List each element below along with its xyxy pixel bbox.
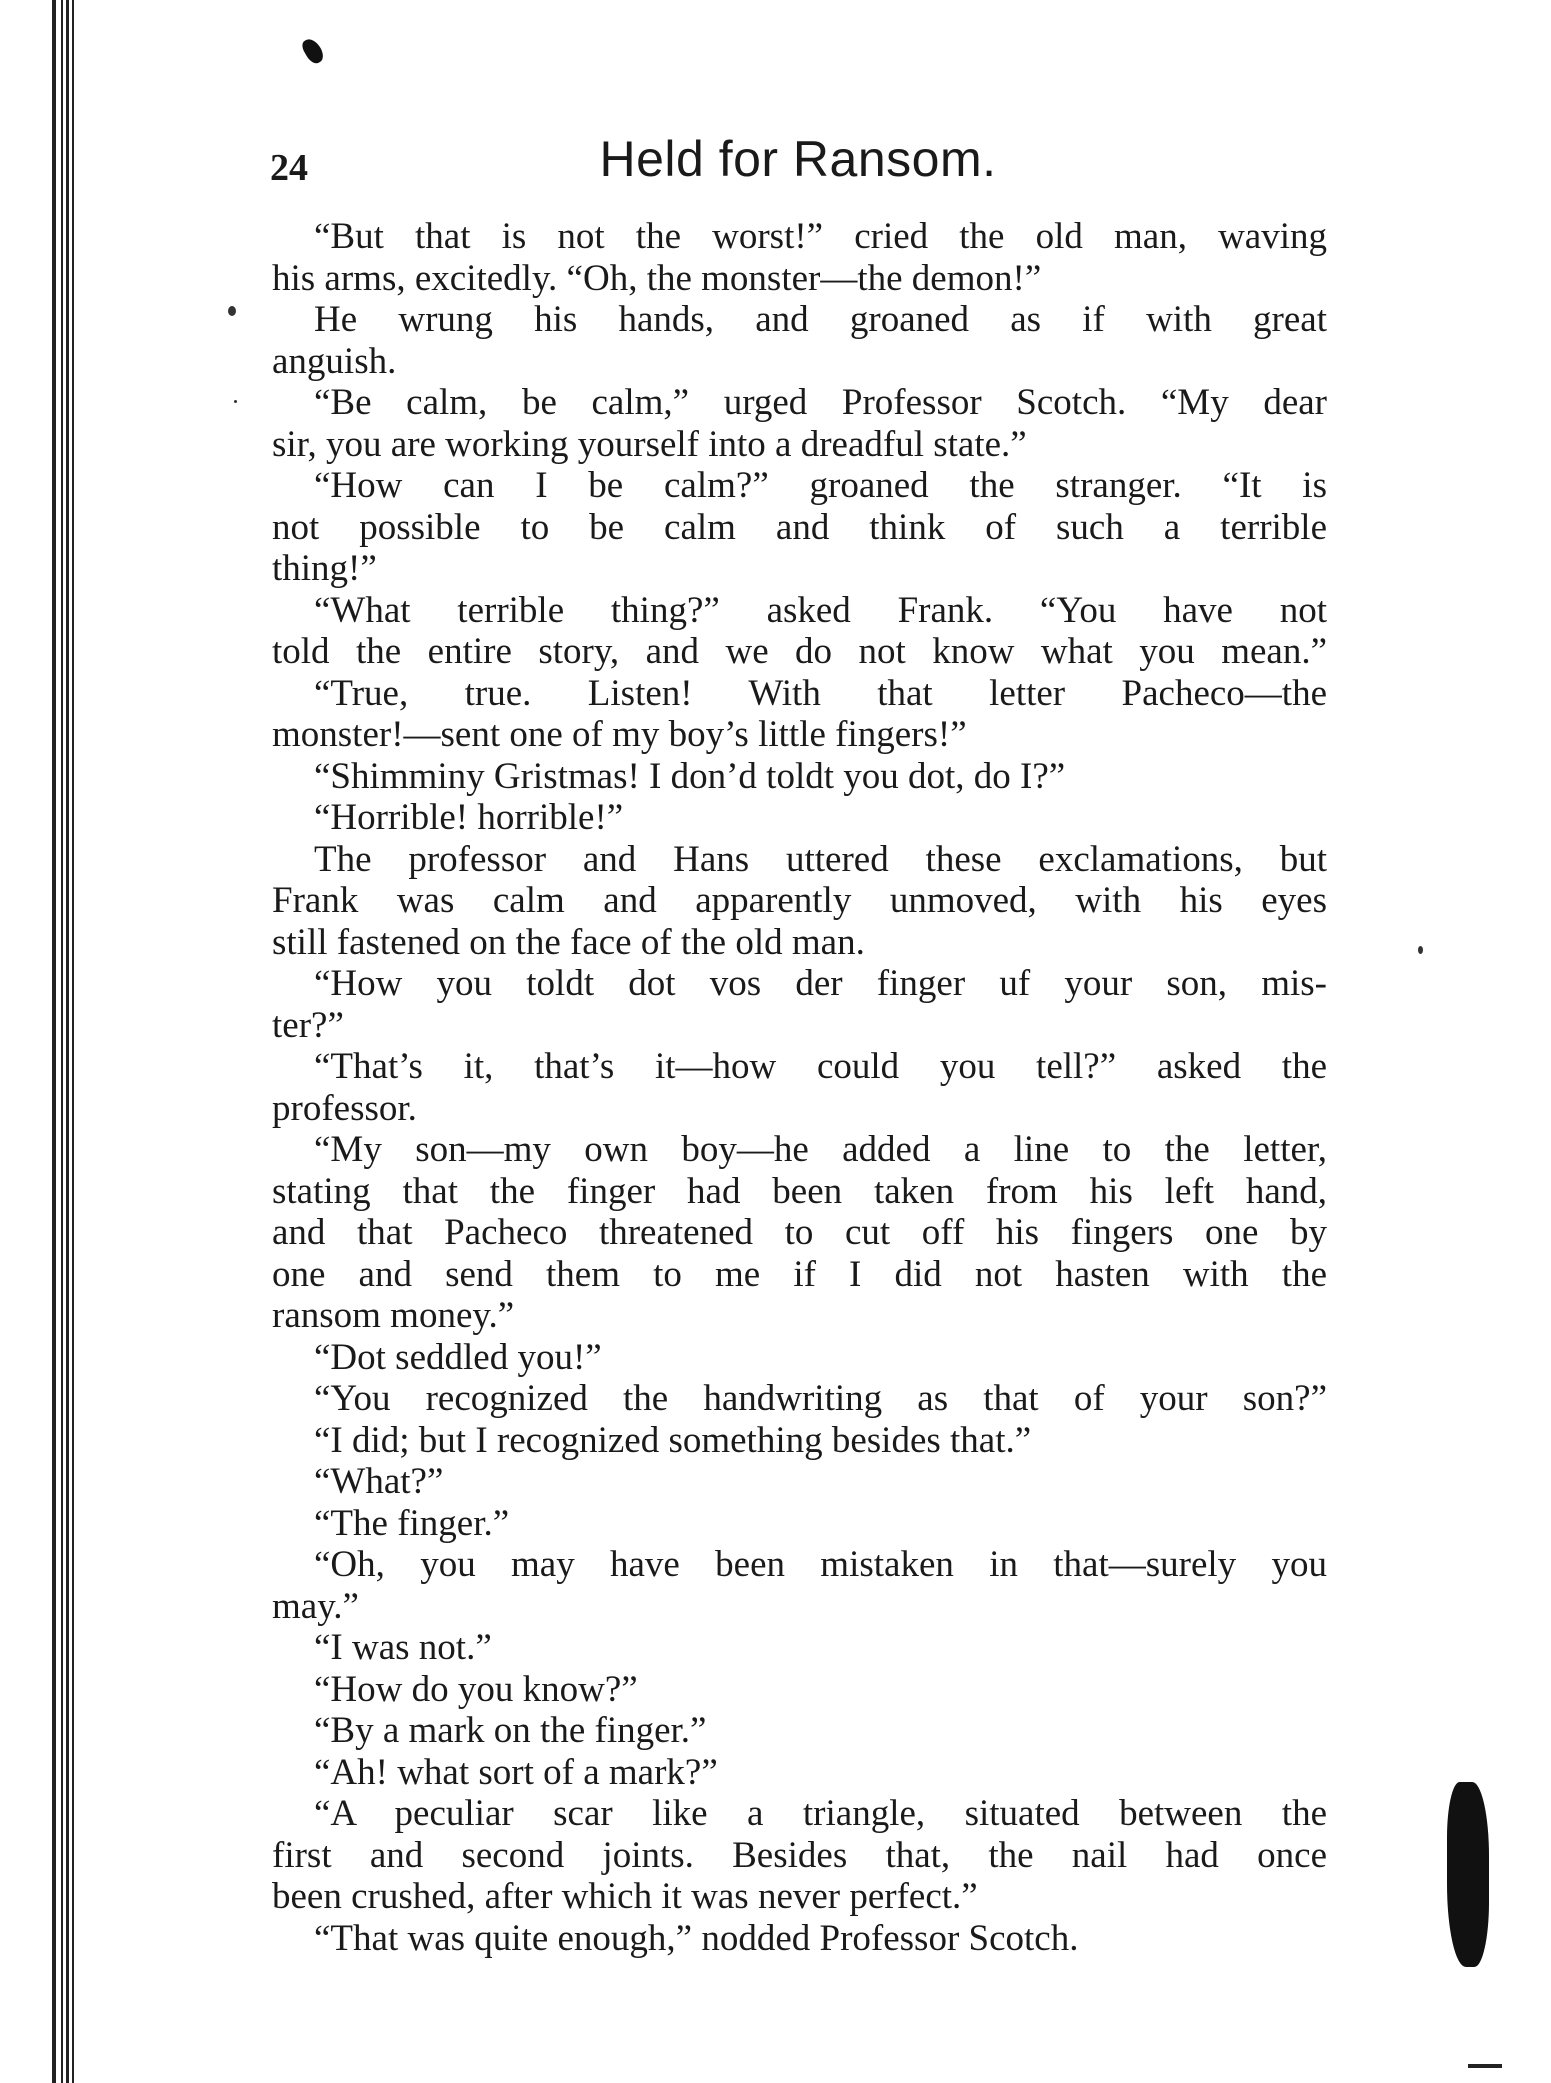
scan-ink-blot [1447, 1782, 1489, 1967]
text-line: “Oh, you may have been mistaken in that—surely you [314, 1544, 1327, 1585]
text-line: “I did; but I recognized something besides that.” [314, 1419, 1032, 1461]
text-line: first and second joints. Besides that, the nail had once [272, 1834, 1327, 1876]
page-number: 24 [270, 147, 308, 189]
text-line: “I was not.” [314, 1627, 492, 1668]
binding-edge-rule [66, 0, 69, 2083]
text-line: “That’s it, that’s it—how could you tell?” asked the [314, 1046, 1327, 1087]
text-line: “True, true. Listen! With that letter Pacheco—the [314, 672, 1327, 714]
text-line: “You recognized the handwriting as that of your son?” [314, 1378, 1327, 1419]
text-line: “What terrible thing?” asked Frank. “You have not [314, 589, 1327, 631]
text-line: “Shimminy Gristmas! I don’d toldt you dot, do I?” [314, 755, 1066, 797]
text-line: “How do you know?” [314, 1668, 638, 1710]
text-line: “Ah! what sort of a mark?” [314, 1751, 718, 1793]
text-line: “How you toldt dot vos der finger uf your son, mis- [314, 963, 1327, 1004]
text-line: “How can I be calm?” groaned the stranger. “It is [314, 465, 1327, 506]
text-line: stating that the finger had been taken from his left hand, [272, 1170, 1327, 1212]
text-line: ter?” [272, 1004, 344, 1046]
text-line: “Dot seddled you!” [314, 1336, 602, 1378]
text-line: thing!” [272, 548, 377, 589]
text-line: one and send them to me if I did not hasten with the [272, 1253, 1327, 1295]
binding-edge-rule [72, 0, 74, 2083]
body-text [272, 216, 1327, 1959]
scan-edge-mark [1468, 2064, 1502, 2068]
scan-speck [228, 306, 236, 316]
text-line: not possible to be calm and think of such a terrible [272, 506, 1327, 548]
text-line: and that Pacheco threatened to cut off his fingers one by [272, 1212, 1327, 1253]
text-line: “Horrible! horrible!” [314, 797, 624, 838]
text-line: monster!—sent one of my boy’s little fingers!” [272, 714, 967, 755]
text-line: “My son—my own boy—he added a line to the letter, [314, 1129, 1327, 1170]
text-line: “A peculiar scar like a triangle, situated between the [314, 1793, 1327, 1834]
text-line: “What?” [314, 1461, 444, 1502]
text-line: He wrung his hands, and groaned as if with great [314, 299, 1327, 340]
running-title: Held for Ransom. [599, 131, 997, 187]
text-line: his arms, excitedly. “Oh, the monster—the demon!” [272, 257, 1042, 299]
text-line: “The finger.” [314, 1502, 510, 1544]
text-line: “That was quite enough,” nodded Professor Scotch. [314, 1917, 1079, 1959]
scan-speck [234, 400, 237, 403]
text-line: been crushed, after which it was never perfect.” [272, 1876, 978, 1917]
text-line: The professor and Hans uttered these exclamations, but [314, 838, 1327, 880]
page-header [270, 130, 1326, 200]
text-line: “Be calm, be calm,” urged Professor Scotch. “My dear [314, 382, 1327, 423]
text-line: sir, you are working yourself into a dreadful state.” [272, 423, 1027, 465]
text-line: Frank was calm and apparently unmoved, with his eyes [272, 880, 1327, 921]
text-line: may.” [272, 1585, 359, 1627]
scan-speck [1418, 946, 1423, 954]
text-line: “By a mark on the finger.” [314, 1710, 707, 1751]
scan-ink-mark [300, 36, 327, 67]
text-line: professor. [272, 1087, 417, 1129]
text-line: told the entire story, and we do not know what you mean.” [272, 631, 1327, 672]
text-line: still fastened on the face of the old man. [272, 921, 865, 963]
text-line: anguish. [272, 340, 397, 382]
text-line: “But that is not the worst!” cried the old man, waving [314, 216, 1327, 257]
text-line: ransom money.” [272, 1295, 515, 1336]
binding-edge-rule [61, 0, 63, 2083]
binding-edge-rule [52, 0, 56, 2083]
